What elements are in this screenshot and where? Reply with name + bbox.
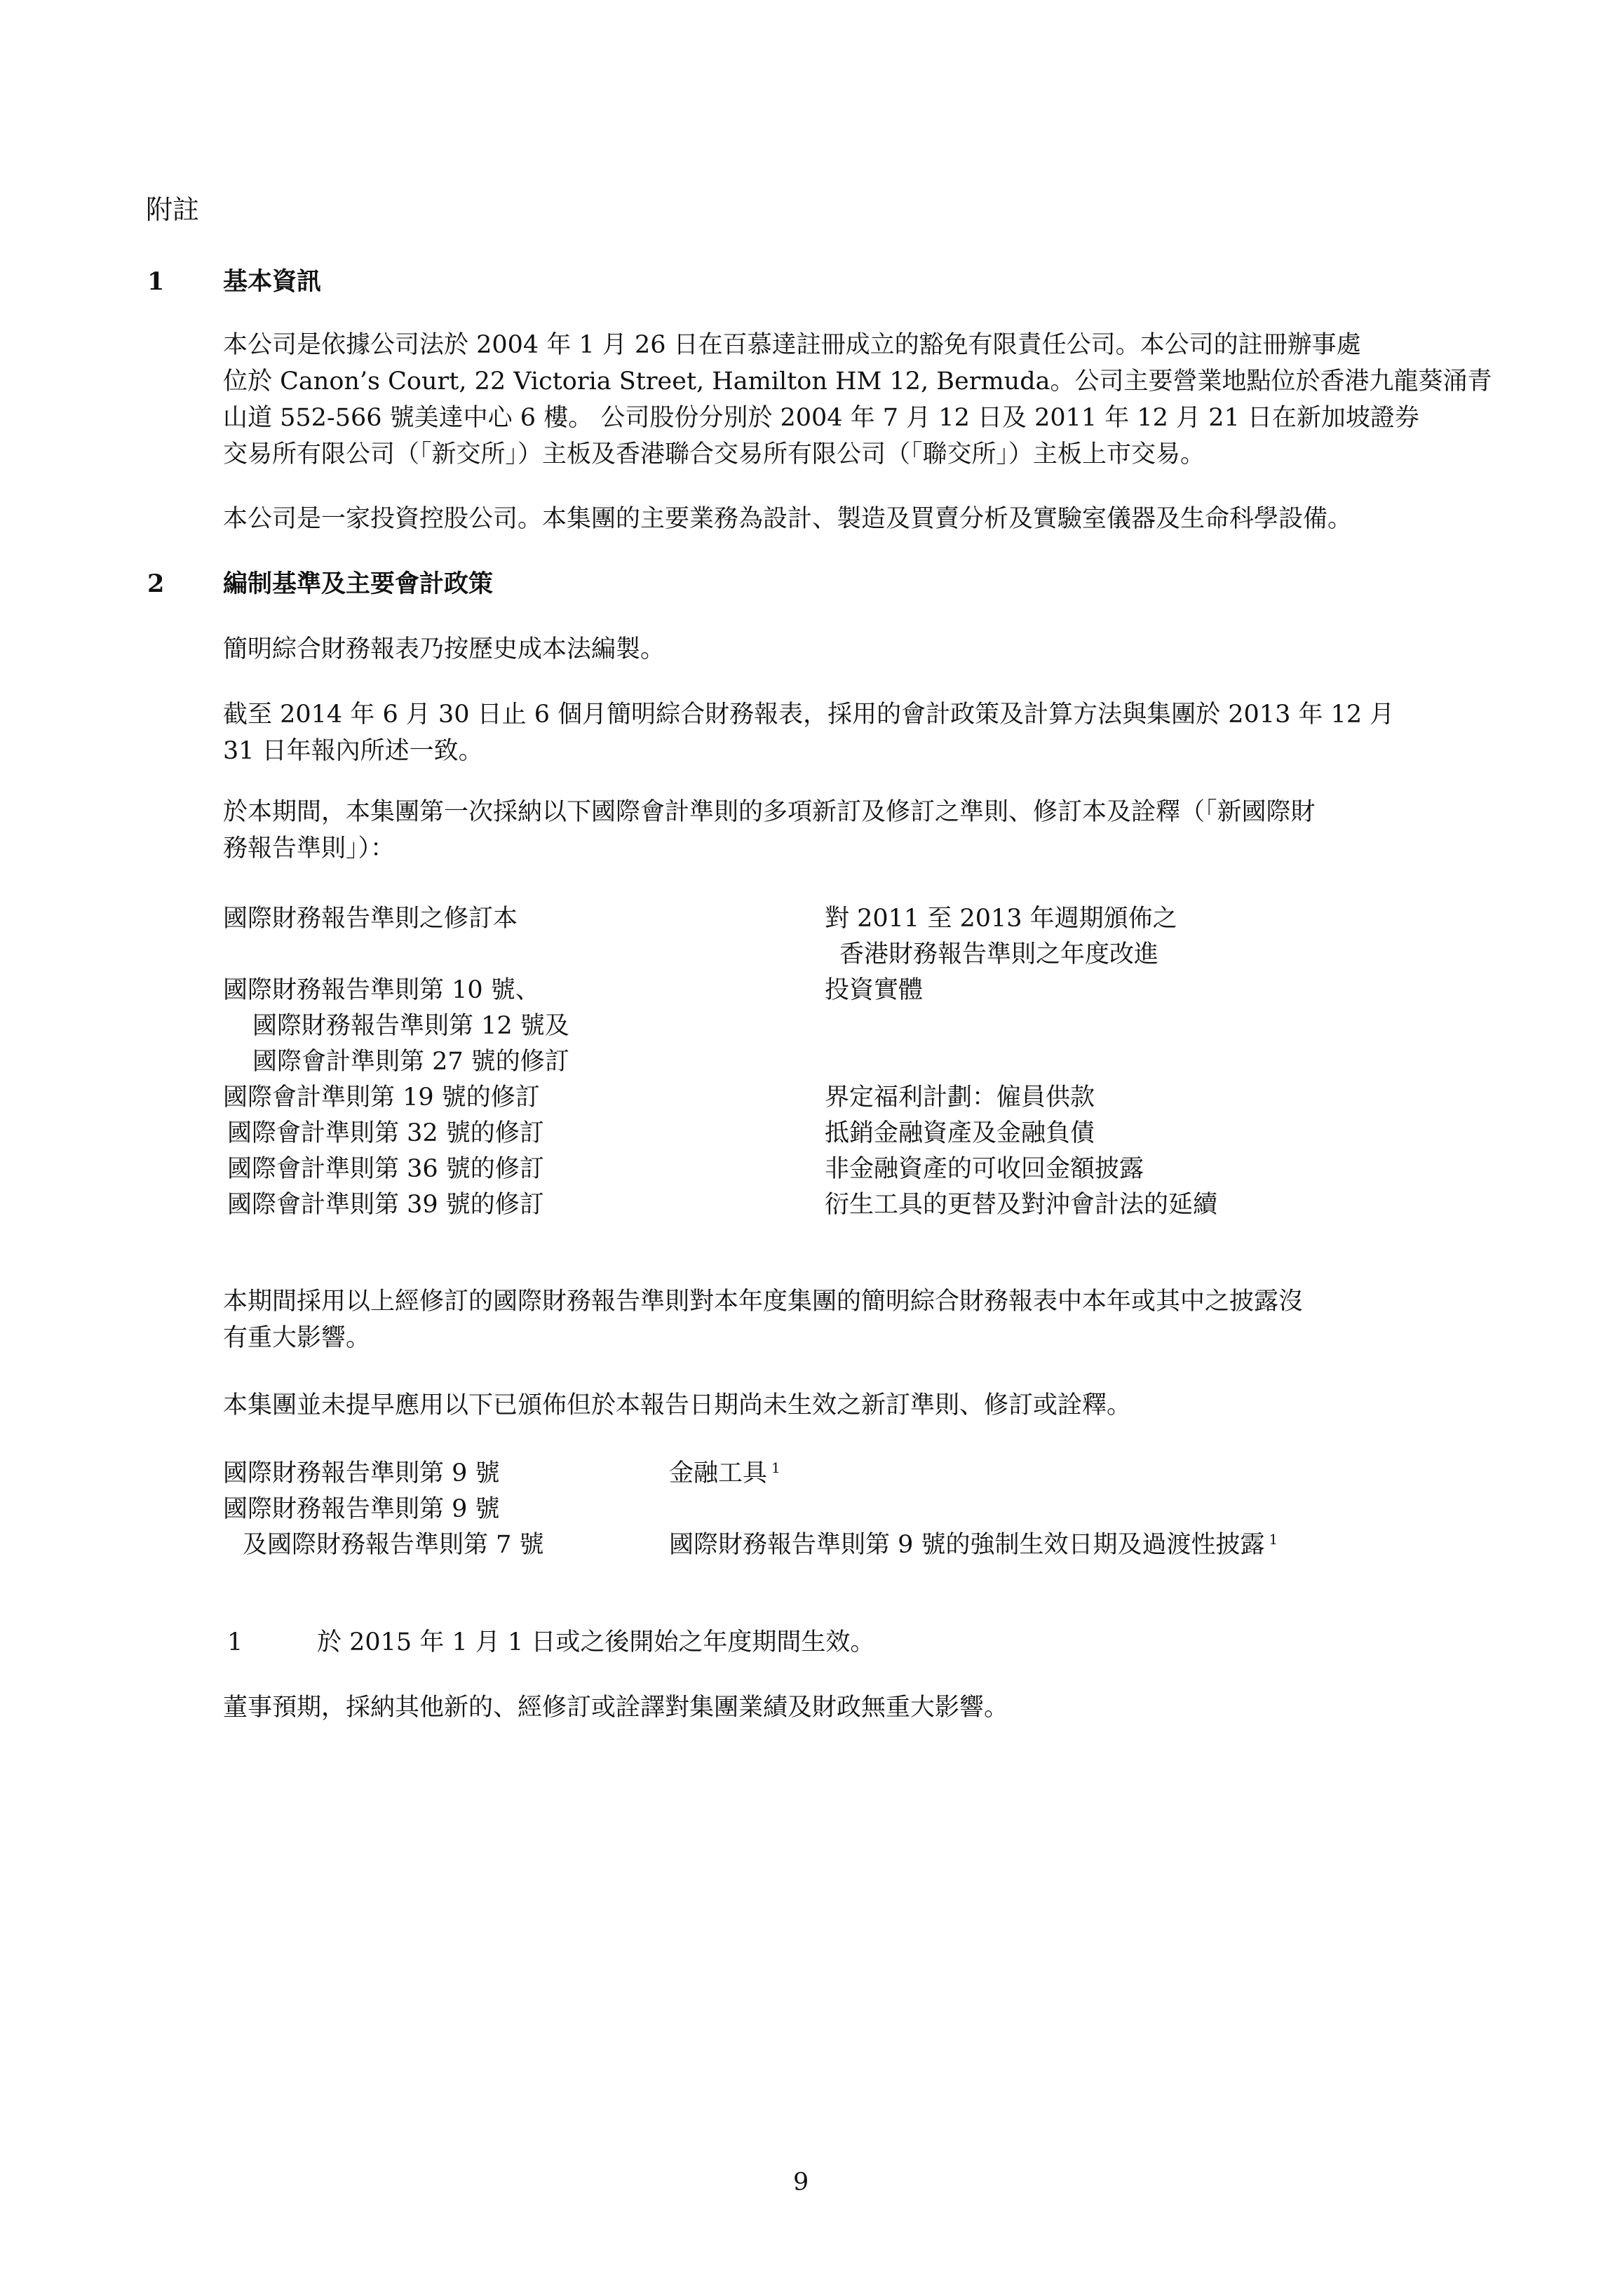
table-cell-left: 國際會計準則第 36 號的修訂: [227, 1155, 544, 1183]
table-cell-right: 投資實體: [825, 976, 924, 1004]
table-cell-left: 國際財務報告準則第 10 號、: [223, 976, 540, 1004]
table-cell-left: 國際會計準則第 19 號的修訂: [223, 1083, 540, 1112]
table-cell-right: 香港財務報告準則之年度改進: [839, 940, 1159, 968]
table-cell-text: 國際財務報告準則第 9 號的強制生效日期及過渡性披露: [669, 1531, 1265, 1559]
footnote-marker: 1: [771, 1459, 780, 1476]
footnote-number: 1: [227, 1628, 243, 1656]
page-number: 9: [793, 2168, 809, 2196]
table-cell-left: 國際財務報告準則第 9 號: [223, 1459, 500, 1487]
section-2-paragraph-1: 簡明綜合財務報表乃按歷史成本法編製。: [223, 635, 665, 663]
section-2-paragraph-2: [223, 696, 1394, 769]
table-cell-left: 及國際財務報告準則第 7 號: [243, 1531, 544, 1559]
table-cell-right: 界定福利計劃：僱員供款: [825, 1083, 1095, 1112]
text-line: 本期間採用以上經修訂的國際財務報告準則對本年度集團的簡明綜合財務報表中本年或其中之披露沒: [223, 1288, 1304, 1316]
section-1-number: 1: [147, 267, 165, 296]
section-2-paragraph-5: 本集團並未提早應用以下已頒佈但於本報告日期尚未生效之新訂準則、修訂或詮釋。: [223, 1391, 1132, 1419]
section-1-paragraph-2: 本公司是一家投資控股公司。本集團的主要業務為設計、製造及買賣分析及實驗室儀器及生命科學設備。: [223, 505, 1353, 533]
section-2-number: 2: [147, 569, 165, 598]
text-line: 本公司是依據公司法於 2004 年 1 月 26 日在百慕達註冊成立的豁免有限責任公司。本公司的註冊辦事處: [223, 331, 1361, 359]
text-line: 截至 2014 年 6 月 30 日止 6 個月簡明綜合財務報表，採用的會計政策及計算方法與集團於 2013 年 12 月: [223, 701, 1395, 729]
table-cell-right: 衍生工具的更替及對沖會計法的延續: [825, 1191, 1218, 1219]
text-line: 務報告準則」）：: [223, 835, 396, 863]
table-cell-right: [669, 1455, 780, 1492]
section-1-paragraph-1: [223, 327, 1492, 473]
table-cell-left: 國際會計準則第 27 號的修訂: [252, 1048, 569, 1076]
table-cell-left: 國際會計準則第 32 號的修訂: [227, 1119, 544, 1147]
table-cell-left: 國際財務報告準則之修訂本: [223, 905, 518, 933]
table-cell-left: 國際會計準則第 39 號的修訂: [227, 1191, 544, 1219]
table-cell-text: 金融工具: [669, 1459, 768, 1487]
section-2-paragraph-6: 董事預期，採納其他新的、經修訂或詮譯對集團業績及財政無重大影響。: [223, 1694, 1009, 1722]
section-2-paragraph-3: [223, 794, 1316, 867]
section-1-title: 基本資訊: [223, 267, 322, 296]
table-cell-right: 非金融資產的可收回金額披露: [825, 1155, 1144, 1183]
footnote-marker: 1: [1269, 1531, 1278, 1548]
table-cell-right: 對 2011 至 2013 年週期頒佈之: [825, 905, 1177, 933]
text-line: 位於 Canon’s Court, 22 Victoria Street, Hamilton HM 12, Bermuda。公司主要營業地點位於香港九龍葵涌青: [223, 367, 1492, 396]
text-line: 有重大影響。: [223, 1324, 371, 1352]
footnote-text: 於 2015 年 1 月 1 日或之後開始之年度期間生效。: [317, 1628, 875, 1656]
text-line: 山道 552-566 號美達中心 6 樓。 公司股份分別於 2004 年 7 月 12 日及 2011 年 12 月 21 日在新加坡證券: [223, 404, 1419, 432]
table-cell-right: 抵銷金融資產及金融負債: [825, 1119, 1095, 1147]
text-line: 31 日年報內所述一致。: [223, 737, 483, 765]
section-2-title: 編制基準及主要會計政策: [223, 569, 494, 598]
table-cell-left: 國際財務報告準則第 9 號: [223, 1495, 500, 1523]
section-2-paragraph-4: [223, 1283, 1303, 1356]
text-line: 交易所有限公司（「新交所」）主板及香港聯合交易所有限公司（「聯交所」）主板上市交易。: [223, 440, 1205, 468]
table-cell-right: [669, 1527, 1278, 1563]
text-line: 於本期間，本集團第一次採納以下國際會計準則的多項新訂及修訂之準則、修訂本及詮釋（「新國際財: [223, 798, 1316, 826]
table-cell-left: 國際財務報告準則第 12 號及: [252, 1012, 569, 1040]
notes-heading: 附註: [146, 194, 200, 225]
